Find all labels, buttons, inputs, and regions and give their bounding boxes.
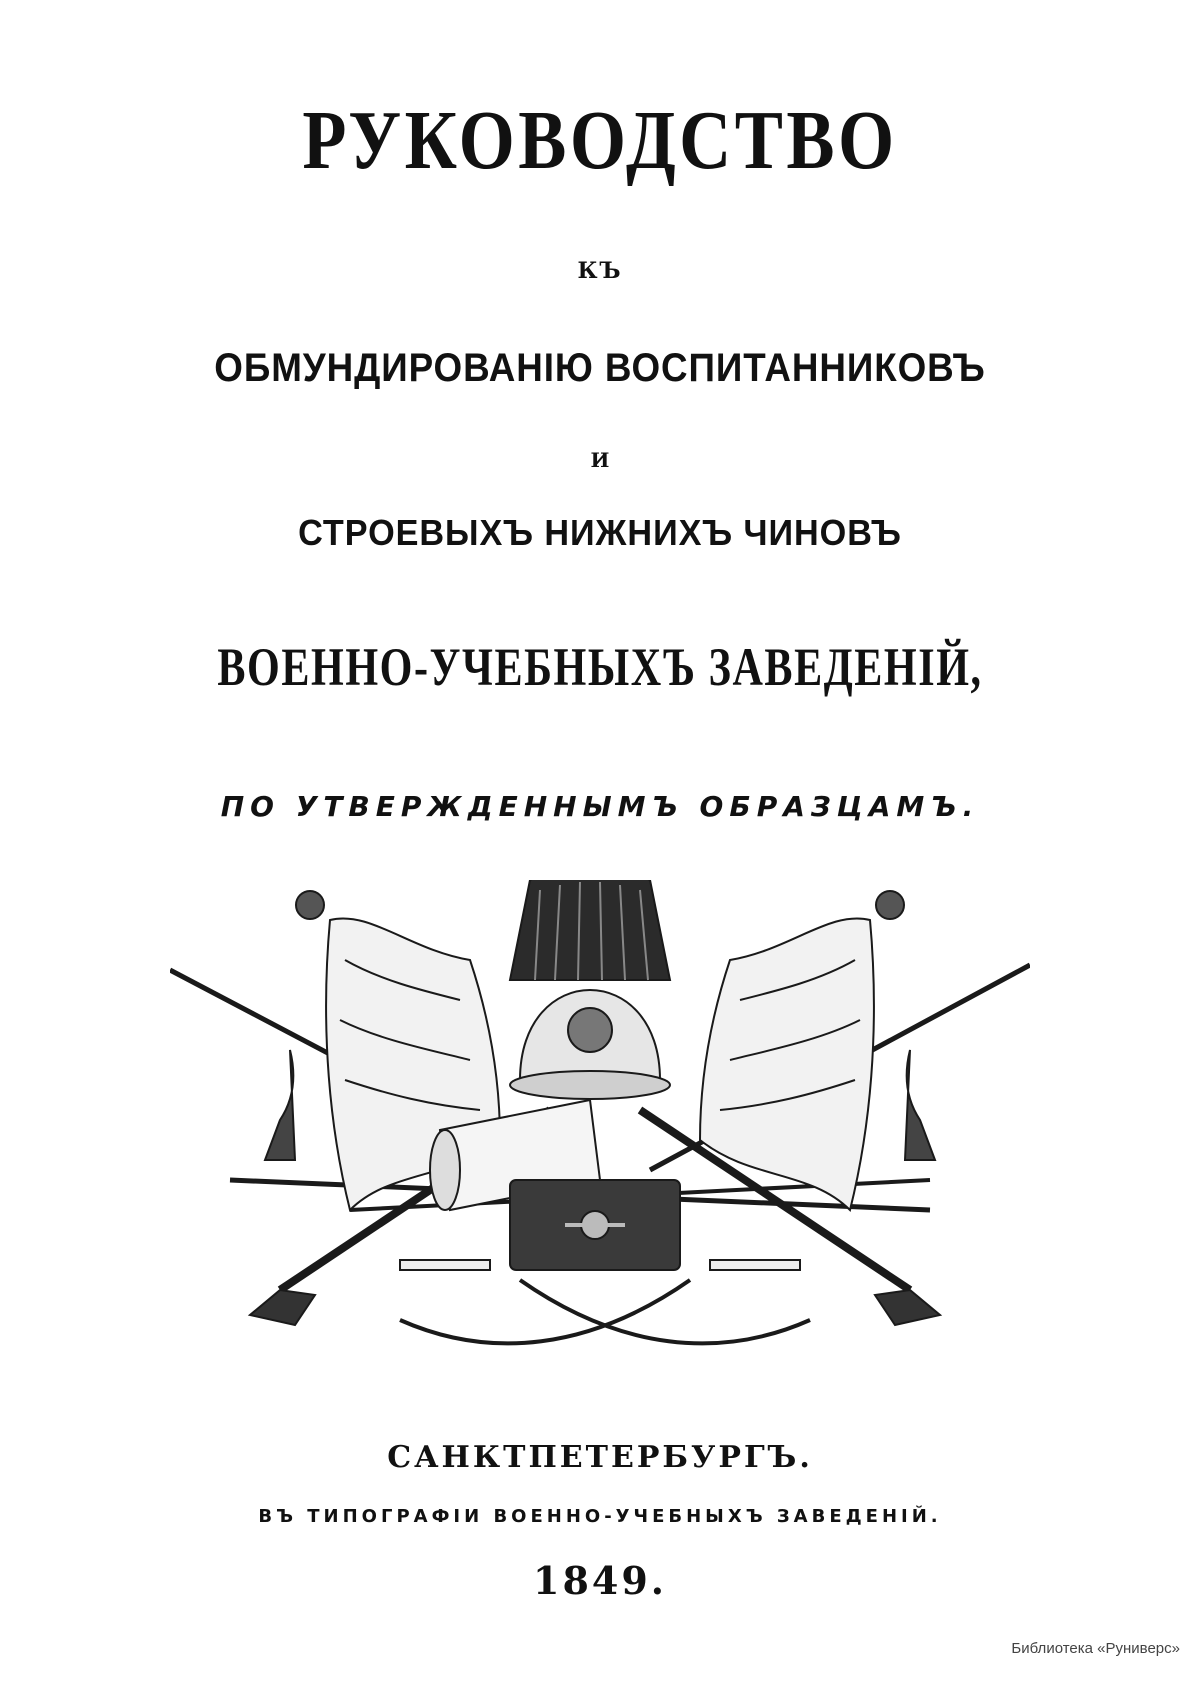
title-preposition: КЪ xyxy=(577,258,623,284)
book-title: РУКОВОДСТВО xyxy=(302,94,898,187)
title-conjunction: И xyxy=(590,448,610,472)
title-line-institutions: ВОЕННО-УЧЕБНЫХЪ ЗАВЕДЕНІЙ, xyxy=(217,637,983,697)
imprint-city: САНКТПЕТЕРБУРГЪ. xyxy=(387,1440,813,1475)
imprint-year: 1849. xyxy=(533,1558,667,1603)
library-watermark: Библиотека «Руниверс» xyxy=(1011,1640,1180,1657)
title-line-samples: ПО УТВЕРЖДЕННЫМЪ ОБРАЗЦАМЪ. xyxy=(220,790,980,823)
imprint-press: ВЪ ТИПОГРАФІИ ВОЕННО-УЧЕБНЫХЪ ЗАВЕДЕНІЙ. xyxy=(258,1506,942,1527)
title-line-uniforms: ОБМУНДИРОВАНІЮ ВОСПИТАННИКОВЪ xyxy=(214,346,986,390)
title-line-ranks: СТРОЕВЫХЪ НИЖНИХЪ ЧИНОВЪ xyxy=(298,512,902,553)
military-trophy-engraving-icon xyxy=(170,880,1030,1400)
